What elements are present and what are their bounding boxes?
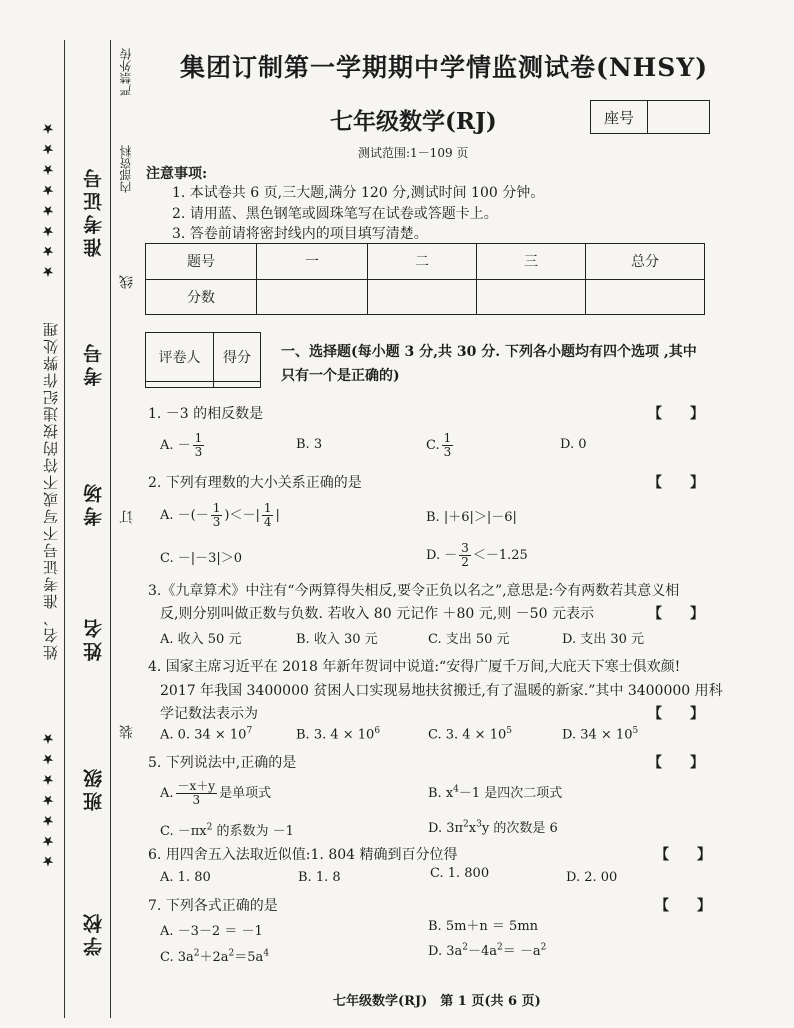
- grader-score-label: 得分: [214, 333, 261, 382]
- question-6-option-d[interactable]: D. 2. 00: [566, 870, 618, 885]
- notice-internal: 内部资料: [119, 145, 133, 193]
- binding-warning: 姓名、准考证号不写或不符的按违纪作弊处理: [42, 320, 60, 660]
- score-row-label: 分数: [146, 279, 257, 315]
- question-1-option-b[interactable]: B. 3: [296, 437, 323, 452]
- exam-title: 集团订制第一学期期中学情监测试卷(NHSY): [180, 53, 709, 82]
- question-4-option-a[interactable]: A. 0. $34 \times 10^7$: [160, 726, 253, 743]
- score-header-part2: 二: [368, 244, 477, 280]
- grader-score-cell[interactable]: [214, 381, 261, 387]
- answer-bracket[interactable]: 【 】: [648, 755, 704, 771]
- question-5-option-a[interactable]: A. $\frac{-x+y}{3}$ 是单项式: [160, 779, 272, 807]
- binding-stars-bottom: ★ ★ ★ ★ ★ ★ ★: [40, 730, 56, 869]
- answer-bracket[interactable]: 【 】: [655, 898, 711, 914]
- answer-bracket[interactable]: 【 】: [648, 706, 704, 722]
- score-cell[interactable]: [257, 279, 368, 315]
- question-2-option-c[interactable]: C. －|－3|＞0: [160, 551, 243, 566]
- score-table: [145, 243, 705, 315]
- question-6-option-c[interactable]: C. 1. 800: [430, 866, 490, 881]
- score-header-label: 题号: [146, 244, 257, 280]
- question-1-option-d[interactable]: D. 0: [560, 437, 587, 452]
- binding-line-inner: [110, 40, 111, 1018]
- question-7-option-a[interactable]: A. －3－2 ＝ －1: [160, 924, 263, 939]
- question-4-line: 4. 国家主席习近平在 2018 年新年贺词中说道:“安得广厦千万间,大庇天下寒士俱欢颜!: [148, 659, 681, 675]
- score-header-part3: 三: [477, 244, 586, 280]
- field-name: 姓名: [83, 615, 105, 661]
- grader-cell[interactable]: [146, 381, 214, 387]
- question-6-stem: 6. 用四舍五入法取近似值:1. 804 精确到百分位得: [148, 847, 458, 863]
- score-header-total: 总分: [586, 244, 705, 280]
- section-heading: 一、选择题(每小题 3 分,共 30 分. 下列各小题均有四个选项 ,其中只有一个是正确的): [281, 344, 697, 384]
- question-4-option-d[interactable]: D. $34 \times 10^5$: [562, 726, 639, 743]
- question-2-option-b[interactable]: B. |＋6|＞|－6|: [426, 510, 517, 525]
- score-header-part1: 一: [257, 244, 368, 280]
- grader-table: [145, 332, 261, 388]
- question-2-option-a[interactable]: A. －(－ $\frac{1}{3}$ )＜－| $\frac{1}{4}$ |: [160, 501, 280, 529]
- question-7-stem: 7. 下列各式正确的是: [148, 898, 278, 914]
- notes-heading: 注意事项:: [146, 166, 208, 182]
- question-3-option-c[interactable]: C. 支出 50 元: [428, 632, 510, 647]
- field-exam-number: 考号: [83, 340, 105, 386]
- binding-stars-top: ★ ★ ★ ★ ★ ★ ★ ★: [40, 120, 56, 280]
- seal-char-staple: 装: [119, 725, 135, 739]
- grader-label: 评卷人: [146, 333, 214, 382]
- answer-bracket[interactable]: 【 】: [655, 847, 711, 863]
- question-1-stem: 1. －3 的相反数是: [148, 406, 264, 422]
- seal-char-bind: 订: [119, 510, 135, 524]
- question-7-option-c[interactable]: C. $3a^2+2a^2=5a^4$: [160, 948, 270, 965]
- note-item: 2. 请用蓝、黑色钢笔或圆珠笔写在试卷或答题卡上。: [172, 206, 498, 222]
- seat-number-label: 座号: [591, 101, 648, 133]
- question-5-option-c[interactable]: C. $-\pi x^2$ 的系数为 －1: [160, 822, 294, 839]
- field-school: 学校: [83, 910, 105, 956]
- score-cell[interactable]: [586, 279, 705, 315]
- question-4-line: 2017 年我国 3400000 贫困人口实现易地扶贫搬迁,有了温暖的新家.”其中 3400000 用科: [160, 683, 723, 699]
- question-3-option-b[interactable]: B. 收入 30 元: [296, 632, 378, 647]
- question-6-option-a[interactable]: A. 1. 80: [160, 870, 211, 885]
- score-cell[interactable]: [368, 279, 477, 315]
- seat-number-box: [590, 100, 710, 134]
- question-3-option-a[interactable]: A. 收入 50 元: [160, 632, 242, 647]
- question-5-option-b[interactable]: B. $x^4-1$ 是四次二项式: [428, 784, 563, 801]
- seat-number-field[interactable]: [648, 101, 709, 133]
- field-class: 班级: [83, 765, 105, 811]
- binding-line-outer: [64, 40, 65, 1018]
- question-1-option-a[interactable]: A. － $\frac{1}{3}$: [160, 431, 203, 459]
- notice-no-distribution: 严禁外传: [119, 48, 133, 96]
- question-6-option-b[interactable]: B. 1. 8: [298, 870, 341, 885]
- question-4-option-b[interactable]: B. 3. $4 \times 10^6$: [296, 726, 381, 743]
- exam-subtitle: 七年级数学(RJ): [330, 108, 497, 135]
- note-item: 3. 答卷前请将密封线内的项目填写清楚。: [172, 226, 428, 242]
- question-3-line: 3.《九章算术》中注有“今两算得失相反,要令正负以名之”,意思是:今有两数若其意义相: [148, 583, 680, 599]
- field-exam-room: 考场: [83, 480, 105, 526]
- question-4-line: 学记数法表示为: [160, 706, 258, 722]
- question-1-option-c[interactable]: C. $\frac{1}{3}$: [426, 431, 452, 459]
- seal-char-line: 线: [119, 275, 135, 289]
- answer-bracket[interactable]: 【 】: [648, 406, 704, 422]
- question-5-stem: 5. 下列说法中,正确的是: [148, 755, 297, 771]
- answer-bracket[interactable]: 【 】: [648, 475, 704, 491]
- answer-bracket[interactable]: 【 】: [648, 606, 704, 622]
- question-3-line: 反,则分别叫做正数与负数. 若收入 80 元记作 ＋80 元,则 －50 元表示: [160, 606, 594, 622]
- question-7-option-b[interactable]: B. 5m＋n ＝ 5mn: [428, 919, 539, 934]
- question-3-option-d[interactable]: D. 支出 30 元: [562, 632, 645, 647]
- test-range: 测试范围:1－109 页: [358, 146, 469, 160]
- question-4-option-c[interactable]: C. 3. $4 \times 10^5$: [428, 726, 512, 743]
- question-7-option-d[interactable]: D. $3a^2-4a^2= -a^2$: [428, 942, 547, 959]
- score-cell[interactable]: [477, 279, 586, 315]
- page-footer: 七年级数学(RJ) 第 1 页(共 6 页): [333, 994, 541, 1009]
- field-exam-id: 准考证号: [83, 165, 105, 257]
- question-2-stem: 2. 下列有理数的大小关系正确的是: [148, 475, 362, 491]
- question-2-option-d[interactable]: D. － $\frac{3}{2}$ ＜－1.25: [426, 541, 528, 569]
- question-5-option-d[interactable]: D. $3\pi^2x^3y$ 的次数是 6: [428, 819, 558, 836]
- note-item: 1. 本试卷共 6 页,三大题,满分 120 分,测试时间 100 分钟。: [172, 185, 545, 201]
